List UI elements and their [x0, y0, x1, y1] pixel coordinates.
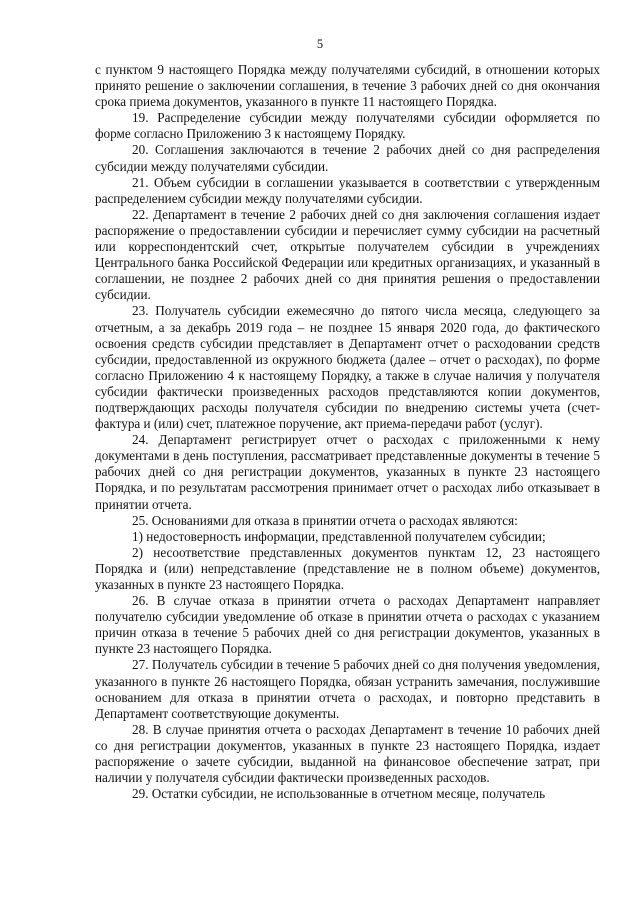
paragraph: 20. Соглашения заключаются в течение 2 рабочих дней со дня распределения субсидии между получателями субсидии. [95, 142, 600, 174]
paragraph: 22. Департамент в течение 2 рабочих дней со дня заключения соглашения издает распоряжение о предоставлении субсидии и перечисляет сумму субсидии на расчетный или корреспондентский счет, открытые получателем субсидии в учреждениях Центрального банка Российской Федерации или кредитных организациях, и указанный в соглашении, не позднее 2 рабочих дней со дня принятия решения о предоставлении субсидии. [95, 206, 600, 303]
document-body [95, 62, 600, 802]
paragraph: 1) недостоверность информации, представленной получателем субсидии; [132, 528, 546, 544]
paragraph: 21. Объем субсидии в соглашении указывается в соответствии с утвержденным распределением субсидии между получателями субсидии. [95, 174, 600, 206]
paragraph: 26. В случае отказа в принятии отчета о расходах Департамент направляет получателю субсидии уведомление об отказе в принятии отчета о расходах с указанием причин отказа в течение 5 рабочих дней со дня регистрации документов, указанных в пункте 23 настоящего Порядка. [95, 593, 600, 657]
paragraph: 2) несоответствие представленных документов пунктам 12, 23 настоящего Порядка и (или) непредставление (представление не в полном объеме) документов, указанных в пункте 23 настоящего Порядка. [95, 544, 600, 592]
paragraph: 23. Получатель субсидии ежемесячно до пятого числа месяца, следующего за отчетным, а за декабрь 2019 года – не позднее 15 января 2020 года, до фактического освоения средств субсидии представляет в Департамент отчет о расходовании средств субсидии, предоставленной из окружного бюджета (далее – отчет о расходах), по форме согласно Приложению 4 к настоящему Порядку, а также в случае наличия у получателя субсидии фактически произведенных расходов представляются копии документов, подтверждающих расходы получателя субсидии по внедрению системы учета (счет-фактура и (или) счет, платежное поручение, акт приема-передачи работ (услуг). [95, 303, 600, 432]
paragraph: 29. Остатки субсидии, не использованные в отчетном месяце, получатель [132, 786, 546, 802]
paragraph: с пунктом 9 настоящего Порядка между получателями субсидий, в отношении которых принято решение о заключении соглашения, в течение 3 рабочих дней со дня окончания срока приема документов, указанного в пункте 11 настоящего Порядка. [95, 62, 600, 110]
paragraph: 24. Департамент регистрирует отчет о расходах с приложенными к нему документами в день поступления, рассматривает представленные документы в течение 5 рабочих дней со дня регистрации документов, указанных в пункте 23 настоящего Порядка, и по результатам рассмотрения принимает отчет о расходах либо отказывает в принятии отчета. [95, 432, 600, 512]
paragraph: 19. Распределение субсидии между получателями субсидии оформляется по форме согласно Приложению 3 к настоящему Порядку. [95, 110, 600, 142]
paragraph: 28. В случае принятия отчета о расходах Департамент в течение 10 рабочих дней со дня регистрации документов, указанных в пункте 23 настоящего Порядка, издает распоряжение о зачете субсидии, выданной на финансовое обеспечение затрат, при наличии у получателя субсидии фактически произведенных расходов. [95, 721, 600, 786]
paragraph: 27. Получатель субсидии в течение 5 рабочих дней со дня получения уведомления, указанного в пункте 26 настоящего Порядка, обязан устранить замечания, послужившие основанием для отказа в принятии отчета о расходах, и повторно представить в Департамент соответствующие документы. [95, 657, 600, 721]
paragraph: 25. Основаниями для отказа в принятии отчета о расходах являются: [132, 512, 518, 528]
page-number: 5 [316, 37, 324, 51]
